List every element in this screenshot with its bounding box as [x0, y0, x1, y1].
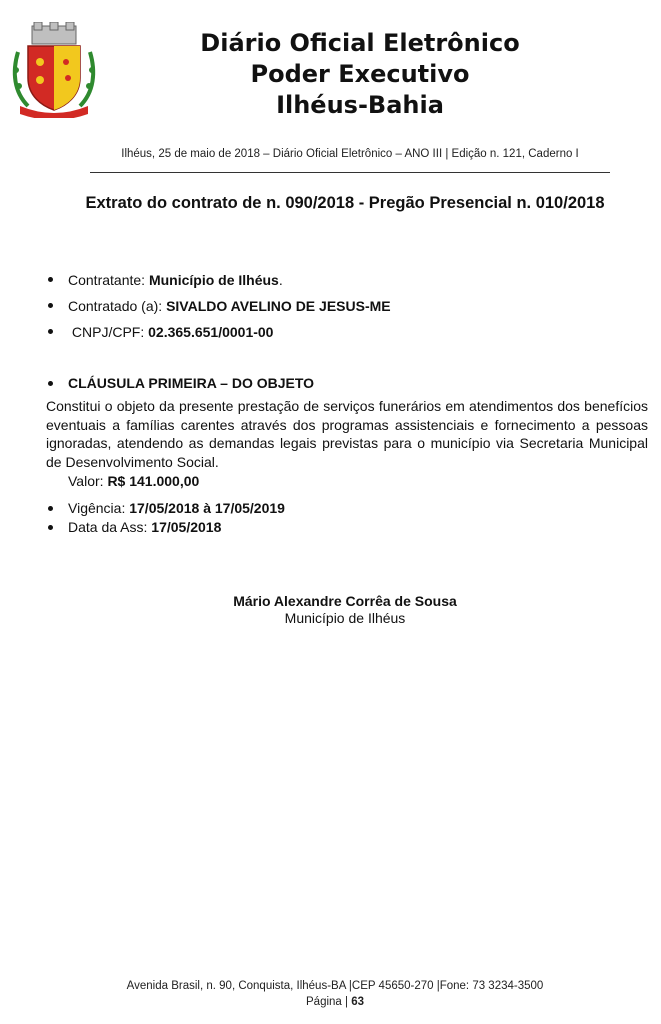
bullet-icon — [48, 329, 53, 334]
clause-heading — [46, 373, 314, 393]
vigencia-value: 17/05/2018 à 17/05/2019 — [129, 500, 285, 516]
edition-line: Ilhéus, 25 de maio de 2018 – Diário Oficial Eletrônico – ANO III | Edição n. 121, Caderno I — [121, 148, 579, 160]
header-divider — [90, 172, 610, 173]
data-ass-line — [46, 518, 221, 536]
page-number: 63 — [351, 996, 364, 1008]
masthead-line-2: Poder Executivo — [250, 60, 470, 88]
valor-line — [68, 473, 199, 489]
footer-page — [40, 996, 630, 1008]
masthead-line-3: Ilhéus-Bahia — [276, 91, 444, 119]
clause-title: CLÁUSULA PRIMEIRA – DO OBJETO — [68, 375, 315, 391]
vigencia-label: Vigência: — [68, 500, 130, 516]
masthead-line-1: Diário Oficial Eletrônico — [200, 29, 520, 57]
bullet-icon — [48, 381, 53, 386]
list-item — [46, 296, 646, 322]
party-value: Município de Ilhéus — [148, 272, 279, 288]
valor-value: R$ 141.000,00 — [107, 473, 200, 489]
party-label: CNPJ/CPF: — [68, 324, 149, 340]
list-item — [46, 270, 646, 296]
bullet-icon — [48, 277, 53, 282]
party-label: Contratante: — [68, 272, 149, 288]
bullet-icon — [48, 525, 53, 530]
data-ass-label: Data da Ass: — [68, 519, 152, 535]
signatory-name: Mário Alexandre Corrêa de Sousa — [233, 593, 457, 609]
bullet-icon — [48, 506, 53, 511]
document-title: Extrato do contrato de n. 090/2018 - Pregão Presencial n. 010/2018 — [85, 194, 605, 212]
party-value: 02.365.651/0001-00 — [148, 324, 274, 340]
party-label: Contratado (a): — [68, 298, 167, 314]
coat-of-arms-icon — [10, 22, 98, 118]
party-suffix: . — [278, 272, 283, 288]
clause-text: Constitui o objeto da presente prestação de serviços funerários em atendimentos dos benefícios eventuais a famílias carentes através dos programas assistenciais e fornecimento a pessoas ignoradas, atendendo as demandas legais previstas para o município via Secretaria Municipal de Desenvolvimento Social. — [46, 398, 648, 470]
party-value: SIVALDO AVELINO DE JESUS-ME — [166, 298, 391, 314]
vigencia-line — [46, 499, 285, 517]
valor-label: Valor: — [68, 473, 108, 489]
signatory-org: Município de Ilhéus — [284, 610, 406, 626]
parties-list — [46, 270, 646, 348]
list-item — [46, 322, 646, 348]
data-ass-value: 17/05/2018 — [151, 519, 222, 535]
masthead — [130, 28, 590, 121]
page-label: Página | — [306, 996, 352, 1008]
bullet-icon — [48, 303, 53, 308]
footer-address: Avenida Brasil, n. 90, Conquista, Ilhéus-BA |CEP 45650-270 |Fone: 73 3234-3500 — [126, 980, 544, 992]
